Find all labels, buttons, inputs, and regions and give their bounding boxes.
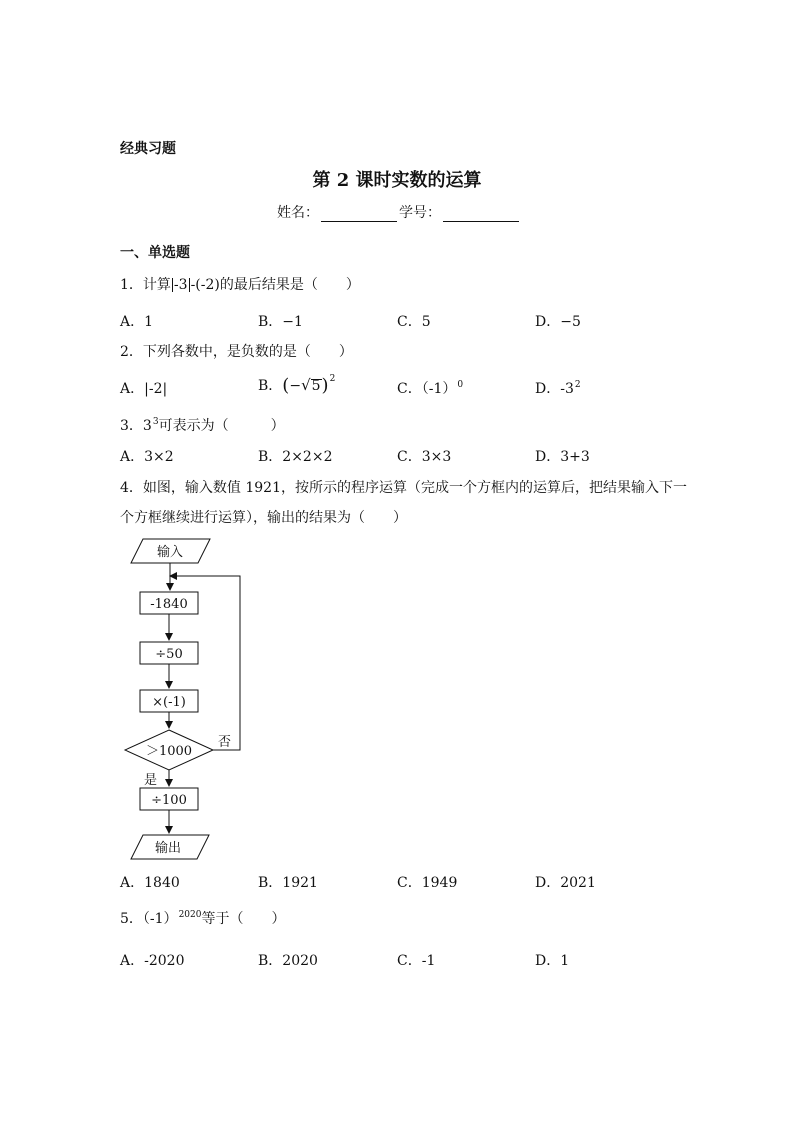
- flowchart: [118, 534, 258, 864]
- q5-option-c[interactable]: C．-1: [397, 953, 436, 969]
- q5-option-a[interactable]: A．-2020: [120, 953, 185, 969]
- question-number: 5．: [120, 911, 143, 927]
- q3-option-a[interactable]: A．3×2: [120, 449, 174, 465]
- question-text: 等于（ ）: [201, 911, 286, 927]
- math-value: （-1）: [142, 911, 178, 927]
- q3-option-b[interactable]: B．2×2×2: [258, 449, 333, 465]
- question-text: 下列各数中，是负数的是（ ）: [142, 344, 353, 360]
- q2-option-d[interactable]: D．$-3^2$: [535, 380, 581, 397]
- flow-condition-label: ＞1000: [145, 744, 193, 759]
- q2-option-c[interactable]: C．$(-1)^0$: [397, 380, 464, 397]
- q3-option-d[interactable]: D．3+3: [535, 449, 590, 465]
- question-2: [120, 343, 353, 361]
- q4-option-a[interactable]: A．1840: [120, 875, 180, 891]
- question-4-line-2: 个方框继续进行运算），输出的结果为（ ）: [120, 510, 407, 526]
- question-number: 3．: [120, 418, 143, 434]
- q2-option-a[interactable]: A．|-2|: [120, 381, 168, 397]
- question-4-line-1: [120, 479, 687, 497]
- q3-option-c[interactable]: C．3×3: [397, 449, 452, 465]
- math-value: (-2): [195, 277, 220, 293]
- q1-option-a[interactable]: A．1: [120, 314, 154, 330]
- q4-option-c[interactable]: C．1949: [397, 875, 458, 891]
- question-number: 4．: [120, 480, 143, 496]
- q1-option-c[interactable]: C．5: [397, 314, 431, 330]
- student-info: [277, 204, 521, 222]
- flow-step-divide-label: ÷50: [155, 647, 183, 662]
- name-label: 姓名：: [277, 205, 319, 221]
- radicand: 5: [311, 378, 321, 394]
- question-1: [120, 276, 360, 294]
- question-number: 2．: [120, 344, 143, 360]
- abs-bar-left: [172, 278, 173, 292]
- exponent: 2020: [178, 910, 202, 920]
- q5-option-d[interactable]: D．1: [535, 953, 570, 969]
- flow-step-divide-100-label: ÷100: [151, 793, 187, 808]
- q4-option-b[interactable]: B．1921: [258, 875, 318, 891]
- q1-option-d[interactable]: D．−5: [535, 314, 581, 330]
- math-value: 3: [142, 418, 152, 434]
- flow-output-label: 输出: [154, 841, 182, 856]
- question-text: 可表示为（ ）: [158, 418, 285, 434]
- flow-yes-label: 是: [144, 773, 158, 788]
- q2-option-b[interactable]: B．$(-√5)^2$: [258, 374, 336, 396]
- name-blank[interactable]: [321, 207, 397, 222]
- q1-option-b[interactable]: B．−1: [258, 314, 303, 330]
- question-3: [120, 417, 285, 437]
- q4-option-d[interactable]: D．2021: [535, 875, 596, 891]
- math-operator: -: [190, 277, 196, 293]
- question-5: [120, 910, 285, 930]
- q5-option-b[interactable]: B．2020: [258, 953, 318, 969]
- flow-step-subtract-label: -1840: [150, 597, 188, 612]
- exponent: 3: [152, 417, 159, 427]
- id-blank[interactable]: [443, 207, 519, 222]
- flow-no-label: 否: [218, 735, 232, 750]
- flow-input-label: 输入: [156, 545, 184, 560]
- question-text: 如图，输入数值 1921，按所示的程序运算（完成一个方框内的运算后，把结果输入下一: [142, 480, 687, 496]
- page-title: 第 2 课时实数的运算: [312, 170, 482, 191]
- id-label: 学号：: [399, 205, 441, 221]
- question-number: 1．: [120, 277, 143, 293]
- math-value: -3: [173, 277, 188, 293]
- question-text: 计算: [142, 277, 171, 293]
- section-tag: 经典习题: [120, 141, 176, 157]
- flow-step-multiply-label: ×(-1): [152, 695, 186, 710]
- abs-bar-right: [189, 278, 190, 292]
- question-text: 的最后结果是（ ）: [219, 277, 360, 293]
- section-heading: 一、单选题: [120, 245, 190, 261]
